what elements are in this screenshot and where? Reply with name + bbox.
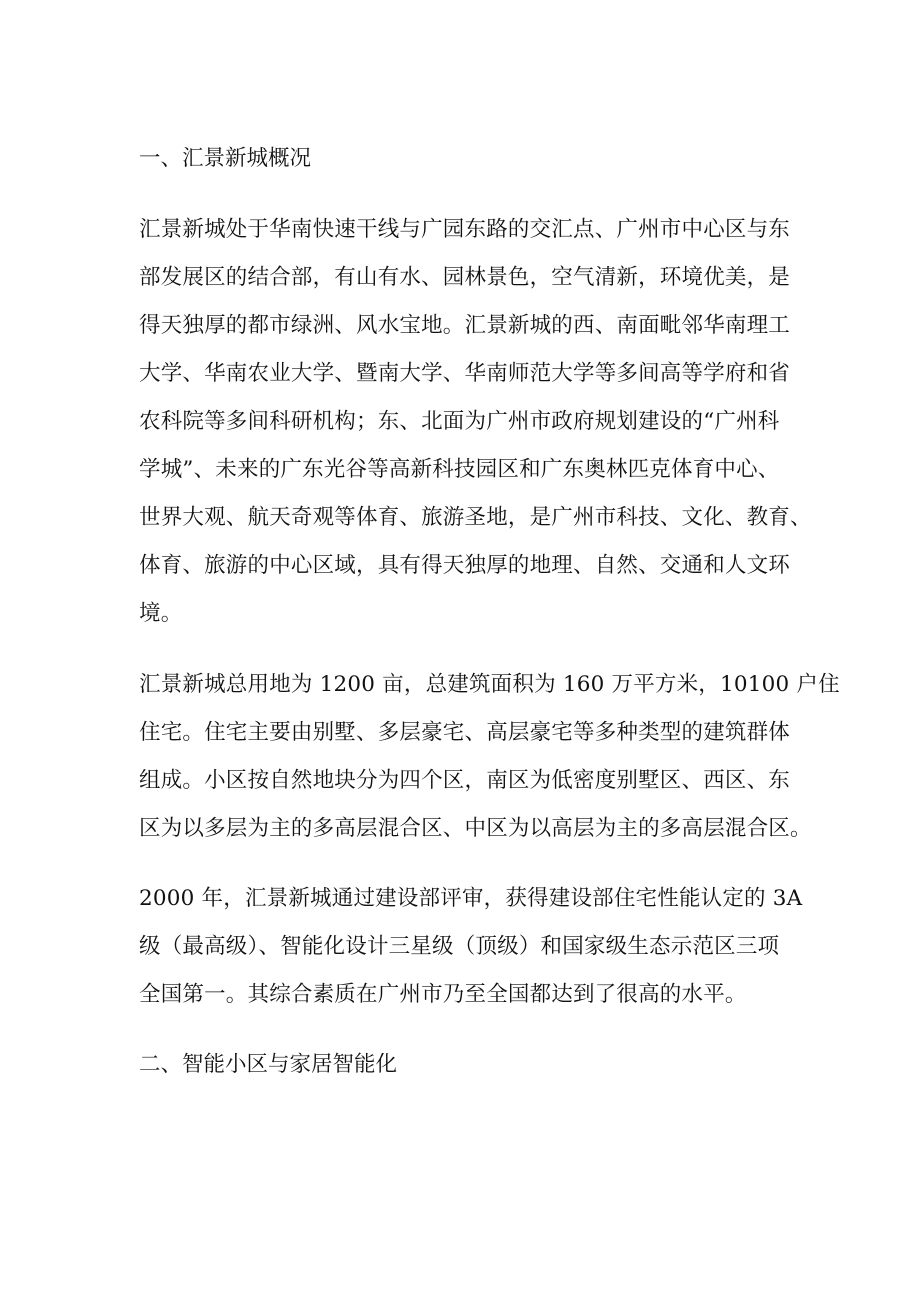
paragraph-line: 住宅。住宅主要由别墅、多层豪宅、高层豪宅等多种类型的建筑群体 (139, 720, 791, 745)
paragraph-line: 农科院等多间科研机构；东、北面为广州市政府规划建设的“广州科 (139, 409, 780, 434)
paragraph-line: 学城”、未来的广东光谷等高新科技园区和广东奥林匹克体育中心、 (139, 457, 780, 482)
paragraph-line: 境。 (139, 601, 183, 626)
section-heading-1: 一、汇景新城概况 (139, 146, 312, 171)
paragraph-line: 全国第一。其综合素质在广州市乃至全国都达到了很高的水平。 (139, 982, 747, 1007)
paragraph-line: 世界大观、航天奇观等体育、旅游圣地，是广州市科技、文化、教育、 (139, 505, 812, 530)
paragraph-line: 级（最高级）、智能化设计三星级（顶级）和国家级生态示范区三项 (139, 934, 780, 959)
paragraph-line: 体育、旅游的中心区域，具有得天独厚的地理、自然、交通和人文环 (139, 553, 791, 578)
paragraph-line: 汇景新城处于华南快速干线与广园东路的交汇点、广州市中心区与东 (139, 217, 791, 242)
paragraph-line: 2000 年，汇景新城通过建设部评审，获得建设部住宅性能认定的 3A (139, 886, 803, 911)
paragraph-line: 得天独厚的都市绿洲、风水宝地。汇景新城的西、南面毗邻华南理工 (139, 313, 791, 338)
paragraph-line: 汇景新城总用地为 1200 亩，总建筑面积为 160 万平方米，10100 户住 (139, 672, 840, 697)
section-heading-2: 二、智能小区与家居智能化 (139, 1052, 398, 1077)
paragraph-line: 部发展区的结合部，有山有水、园林景色，空气清新，环境优美，是 (139, 265, 791, 290)
paragraph-line: 区为以多层为主的多高层混合区、中区为以高层为主的多高层混合区。 (139, 816, 812, 841)
paragraph-line: 组成。小区按自然地块分为四个区，南区为低密度别墅区、西区、东 (139, 768, 791, 793)
paragraph-line: 大学、华南农业大学、暨南大学、华南师范大学等多间高等学府和省 (139, 361, 791, 386)
